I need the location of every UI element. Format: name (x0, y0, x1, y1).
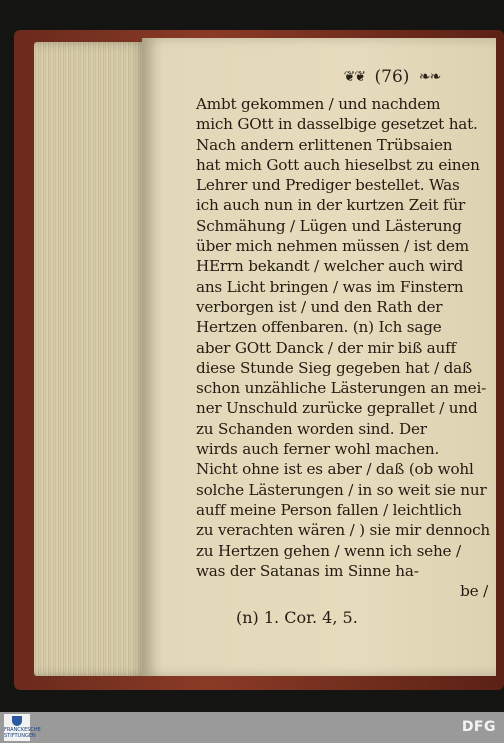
text-line: Schmähung / Lügen und Lästerung (196, 216, 462, 235)
text-line: über mich nehmen müssen / ist dem (196, 237, 469, 256)
footnote: (n) 1. Cor. 4, 5. (236, 608, 358, 627)
text-line: HErrn bekandt / welcher auch wird (196, 257, 464, 276)
shield-icon (12, 716, 22, 726)
text-line: Nicht ohne ist es aber / daß (ob wohl (196, 460, 474, 479)
text-line: was der Satanas im Sinne ha- (196, 561, 419, 580)
viewer-footer-bar (0, 712, 504, 743)
page-header (282, 66, 502, 87)
franckesche-stiftungen-logo[interactable] (4, 714, 41, 741)
text-line: zu verachten wären / ) sie mir dennoch (196, 521, 491, 540)
text-line: hat mich Gott auch hieselbst zu einen (196, 155, 480, 174)
text-line: mich GOtt in dasselbige gesetzet hat. (196, 115, 478, 134)
dfg-logo[interactable]: DFG (461, 719, 496, 735)
text-line: Hertzen offenbaren. (n) Ich sage (196, 318, 442, 337)
text-line: Ambt gekommen / und nachdem (196, 95, 441, 113)
ornament-right-icon: ❧❧ (418, 68, 441, 85)
text-line: solche Lästerungen / in so weit sie nur (196, 480, 487, 499)
text-line: Nach andern erlittenen Trübsaien (196, 135, 453, 154)
page-edges (34, 42, 146, 676)
ornament-left-icon: ❦❦ (343, 68, 366, 85)
text-line: schon unzähliche Lästerungen an mei- (196, 379, 487, 398)
text-line: aber GOtt Danck / der mir biß auff (196, 338, 456, 357)
book-page (142, 38, 496, 676)
text-line: zu Schanden worden sind. Der (196, 419, 427, 438)
text-line: ans Licht bringen / was im Finstern (196, 277, 464, 296)
text-line: verborgen ist / und den Rath der (196, 297, 443, 316)
text-line: ner Unschuld zurücke geprallet / und (196, 399, 478, 418)
text-line: diese Stunde Sieg gegeben hat / daß (196, 358, 472, 377)
text-line: auff meine Person fallen / leichtlich (196, 500, 462, 519)
text-line: wirds auch ferner wohl machen. (196, 440, 440, 459)
text-line: be / (460, 582, 488, 601)
page-text (196, 94, 491, 601)
text-line: Lehrer und Prediger bestellet. Was (196, 176, 460, 195)
left-logo-label: FRANCKESCHE STIFTUNGEN (4, 727, 41, 739)
text-line: ich auch nun in der kurtzen Zeit für (196, 196, 466, 215)
text-line: zu Hertzen gehen / wenn ich sehe / (196, 541, 461, 560)
page-number: (76) (374, 66, 410, 87)
